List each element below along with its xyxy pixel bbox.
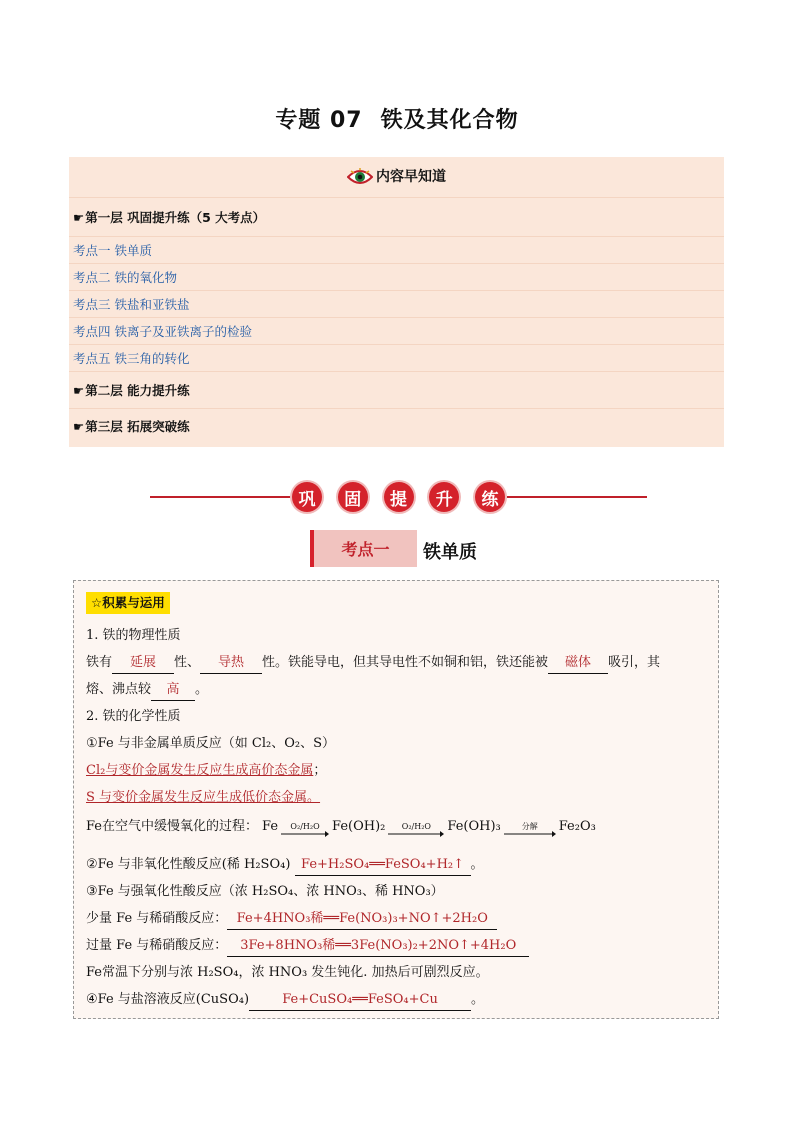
banner-char-5: 练 <box>475 482 505 512</box>
physical-line-2: 熔、沸点较 高 。 <box>86 680 208 701</box>
oxidation-line: Fe在空气中缓慢氧化的过程： Fe O₂/H₂O Fe(OH)₂ O₂/H₂O Fe(OH)₃ 分解 Fe₂O₃ <box>86 817 596 837</box>
equation-excess-fe: 3Fe+8HNO₃稀══3Fe(NO₃)₂+2NO↑+4H₂O <box>227 936 529 957</box>
equation-salt: Fe+CuSO₄══FeSO₄+Cu <box>249 990 471 1011</box>
reaction-arrow-3: 分解 <box>504 822 556 837</box>
chem-item-4: ④Fe 与盐溶液反应(CuSO₄) Fe+CuSO₄══FeSO₄+Cu 。 <box>86 990 484 1011</box>
reaction-arrow-1: O₂/H₂O <box>281 822 329 837</box>
equation-little-fe: Fe+4HNO₃稀══Fe(NO₃)₃+NO↑+2H₂O <box>227 909 497 930</box>
physical-line-1: 铁有 延展 性、 导热 性。铁能导电，但其导电性不如铜和铝，铁还能被 磁体 吸引，其 <box>86 653 660 674</box>
pointing-hand-icon: ☛ <box>73 210 85 225</box>
physical-heading: 1. 铁的物理性质 <box>86 628 181 643</box>
pointing-hand-icon: ☛ <box>73 419 85 434</box>
blank-ductility: 延展 <box>112 653 174 674</box>
pointing-hand-icon: ☛ <box>73 383 85 398</box>
chem-item-1a: Cl₂与变价金属发生反应生成高价态金属； <box>86 763 327 778</box>
title-prefix: 专题 07 <box>275 108 363 133</box>
page-title <box>0 103 794 134</box>
section-name: 铁单质 <box>423 542 477 563</box>
blank-magnet: 磁体 <box>548 653 608 674</box>
knowledge-box <box>73 580 719 1019</box>
chem-item-2: ②Fe 与非氧化性酸反应(稀 H₂SO₄) Fe+H₂SO₄══FeSO₄+H₂↑ 。 <box>86 855 484 876</box>
toc-point-5[interactable]: 考点五 铁三角的转化 <box>73 351 190 366</box>
blank-thermal: 导热 <box>200 653 262 674</box>
chem-item-1b: S 与变价金属发生反应生成低价态金属。 <box>86 790 321 805</box>
blank-melting: 高 <box>151 680 195 701</box>
chemical-heading: 2. 铁的化学性质 <box>86 709 181 724</box>
banner-rule-left <box>150 496 290 498</box>
toc-layer-1[interactable]: ☛第一层 巩固提升练（5 大考点） <box>73 210 266 225</box>
toc-point-1[interactable]: 考点一 铁单质 <box>73 243 152 258</box>
reaction-arrow-2: O₂/H₂O <box>388 822 444 837</box>
toc-header <box>69 161 724 193</box>
banner-rule-right <box>507 496 647 498</box>
table-of-contents <box>69 157 724 447</box>
chem-item-3c: Fe常温下分别与浓 H₂SO₄，浓 HNO₃ 发生钝化. 加热后可剧烈反应。 <box>86 965 489 980</box>
title-topic: 铁及其化合物 <box>380 108 519 133</box>
toc-point-2[interactable]: 考点二 铁的氧化物 <box>73 270 177 285</box>
banner-char-2: 固 <box>338 482 368 512</box>
section-banner <box>150 482 647 512</box>
section-tag: 考点一 <box>310 530 417 567</box>
banner-char-1: 巩 <box>292 482 322 512</box>
toc-header-label: 内容早知道 <box>376 169 446 185</box>
toc-layer-2[interactable]: ☛第二层 能力提升练 <box>73 383 190 398</box>
toc-point-3[interactable]: 考点三 铁盐和亚铁盐 <box>73 297 190 312</box>
chem-item-3b: 过量 Fe 与稀硝酸反应： 3Fe+8HNO₃稀══3Fe(NO₃)₂+2NO↑+4H₂O <box>86 936 529 957</box>
toc-layer-3[interactable]: ☛第三层 拓展突破练 <box>73 419 190 434</box>
equation-dilute-acid: Fe+H₂SO₄══FeSO₄+H₂↑ <box>295 855 471 876</box>
toc-point-4[interactable]: 考点四 铁离子及亚铁离子的检验 <box>73 324 252 339</box>
chem-item-3: ③Fe 与强氧化性酸反应（浓 H₂SO₄、浓 HNO₃、稀 HNO₃） <box>86 884 444 899</box>
chem-item-1: ①Fe 与非金属单质反应（如 Cl₂、O₂、S） <box>86 736 336 751</box>
banner-char-4: 升 <box>429 482 459 512</box>
banner-char-3: 提 <box>384 482 414 512</box>
eye-icon <box>347 168 373 186</box>
knowledge-badge: ☆积累与运用 <box>86 592 170 614</box>
chem-item-3a: 少量 Fe 与稀硝酸反应： Fe+4HNO₃稀══Fe(NO₃)₃+NO↑+2H₂O <box>86 909 497 930</box>
